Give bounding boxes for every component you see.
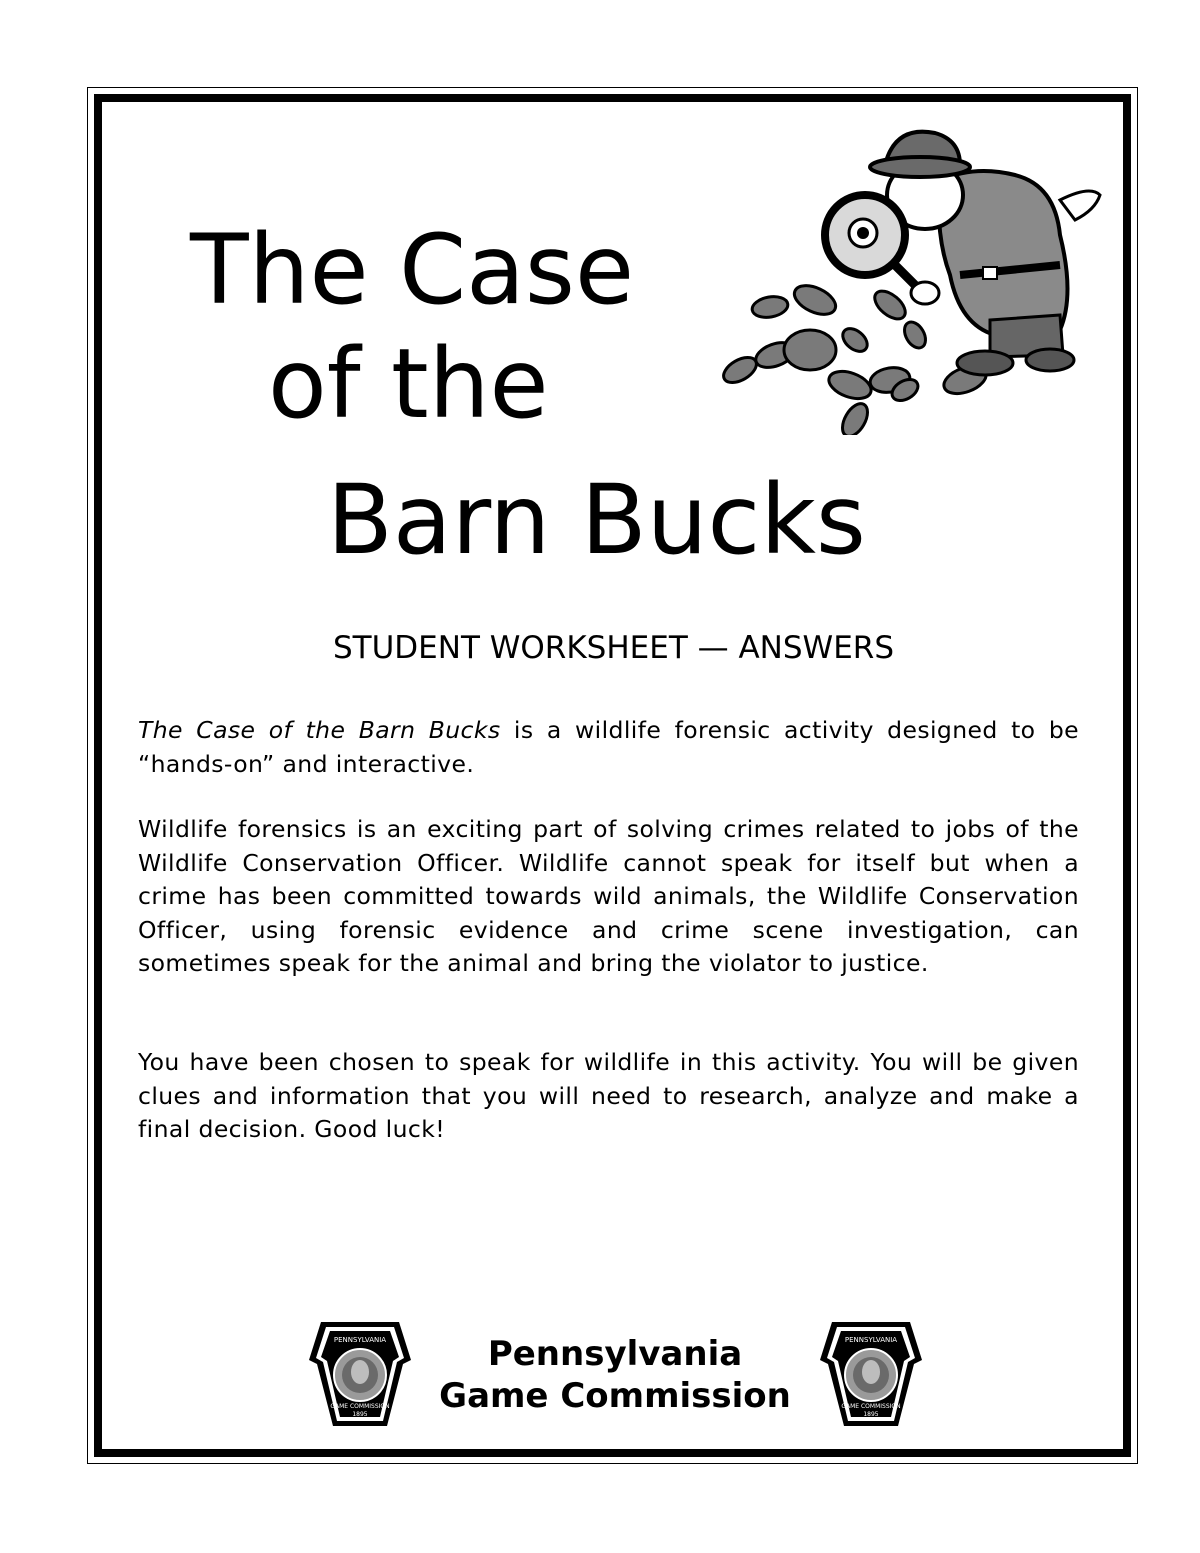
intro-rest: is a wildlife forensic activity designed to be “hands-on” and interactive. (138, 716, 1079, 778)
org-name-line-1: Pennsylvania (487, 1334, 743, 1374)
seal-bottom-text: GAME COMMISSION (841, 1403, 901, 1410)
title-line-3: Barn Bucks (327, 464, 866, 576)
keystone-seal-icon (307, 1320, 413, 1428)
intro-paragraph (138, 714, 1079, 781)
title-line-2: of the (268, 328, 549, 440)
seal-bottom-text: GAME COMMISSION (330, 1403, 390, 1410)
org-name-line-2: Game Commission (439, 1376, 791, 1416)
seal-top-text: PENNSYLVANIA (844, 1336, 898, 1344)
seal-year-text: 1895 (863, 1411, 879, 1418)
intro-title-italic: The Case of the Barn Bucks (138, 716, 501, 744)
keystone-seal-icon (818, 1320, 924, 1428)
forensics-paragraph: Wildlife forensics is an exciting part of solving crimes related to jobs of the Wildlife Conservation Officer. Wildlife cannot speak for itself but when a crime has been committed towards wild animals, the Wildlife Conservation Officer, using forensic evidence and crime scene investigation, can sometimes speak for the animal and bring the violator to justice. (138, 815, 1079, 977)
seal-year-text: 1895 (352, 1411, 368, 1418)
instructions-paragraph: You have been chosen to speak for wildlife in this activity. You will be given clues and information that you will need to research, analyze and make a final decision. Good luck! (138, 1048, 1079, 1143)
organization-name (420, 1333, 810, 1417)
title-line-1: The Case (190, 214, 634, 326)
detective-with-magnifying-glass-icon (715, 125, 1105, 435)
worksheet-subtitle: STUDENT WORKSHEET — ANSWERS (333, 630, 894, 666)
seal-top-text: PENNSYLVANIA (333, 1336, 387, 1344)
